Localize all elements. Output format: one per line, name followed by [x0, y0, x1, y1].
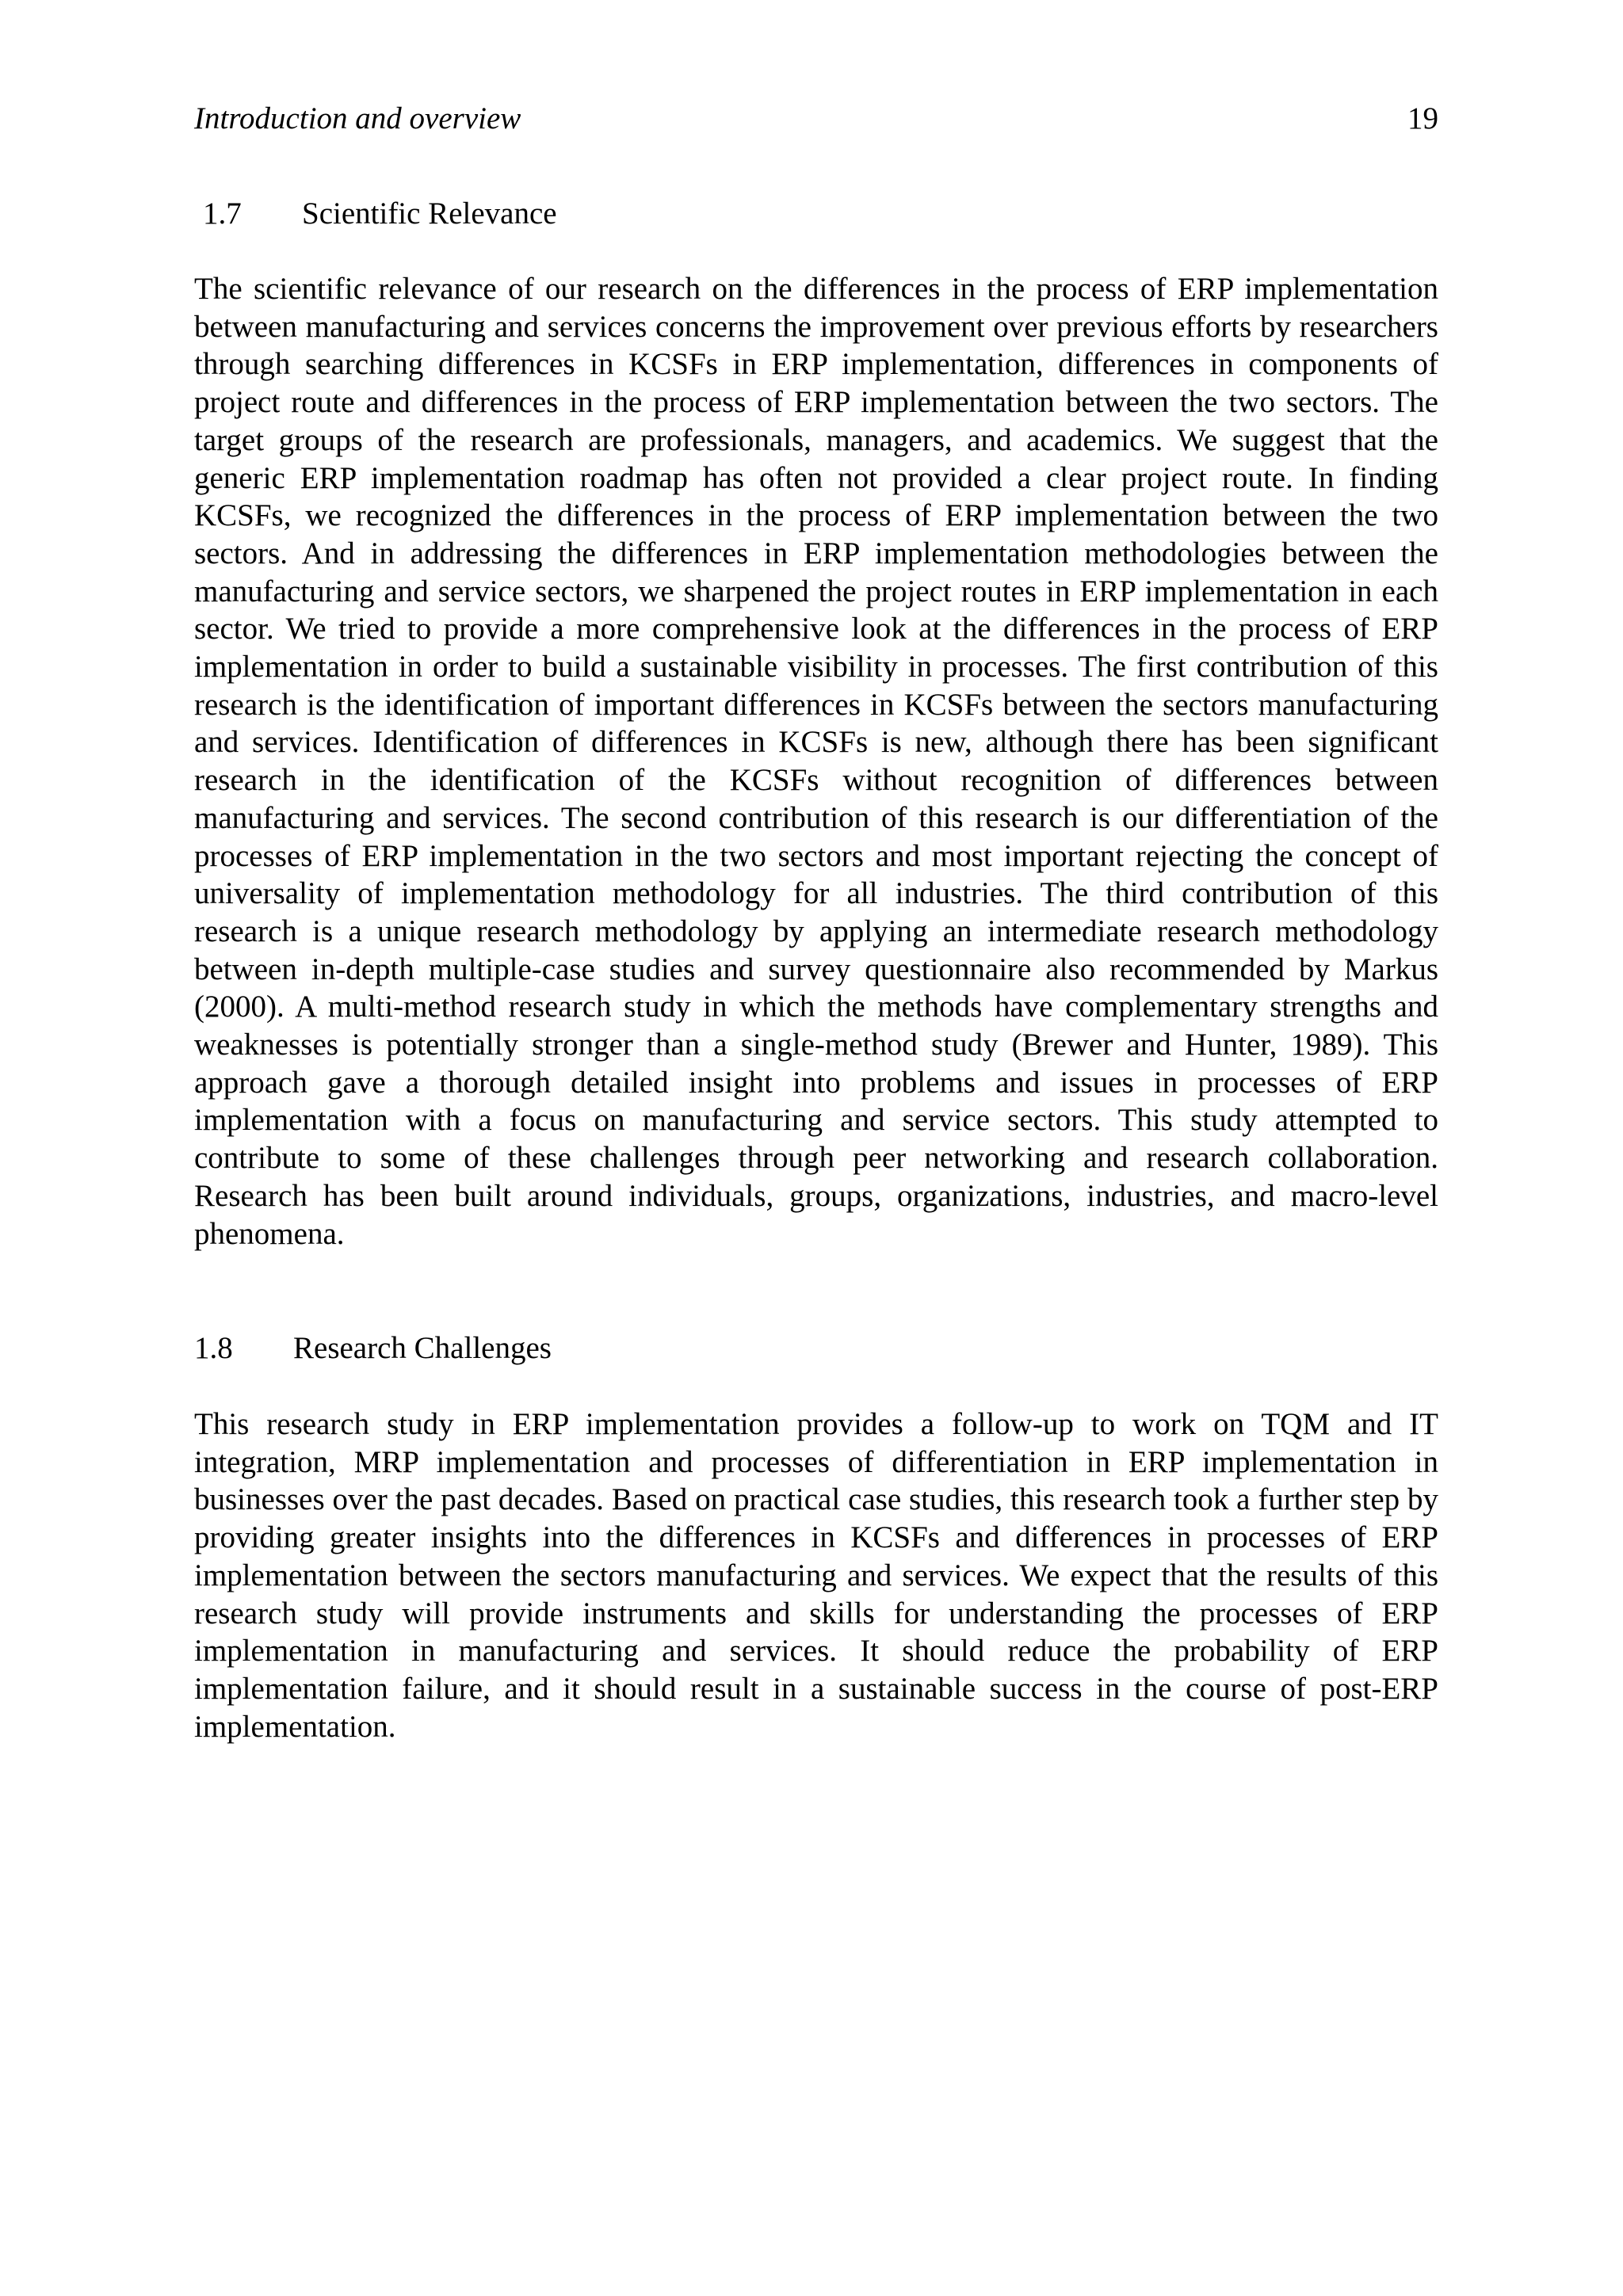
section-title: Scientific Relevance [302, 196, 557, 231]
running-title: Introduction and overview [194, 101, 521, 135]
section-heading-research-challenges [194, 1325, 552, 1372]
running-header [194, 95, 1438, 143]
page-number: 19 [1407, 101, 1438, 135]
section-title: Research Challenges [293, 1331, 552, 1365]
section-heading-scientific-relevance [203, 190, 557, 238]
paragraph-research-challenges: This research study in ERP implementation provides a follow-up to work on TQM and IT integration, MRP implementation and processes of differentiation in ERP implementation in businesses over the past decades. Based on practical case studies, this research took a further step by providing greater insights into the differences in KCSFs and differences in processes of ERP implementation between the sectors manufacturing and services. We expect that the results of this research study will provide instruments and skills for understanding the processes of ERP implementation in manufacturing and services. It should reduce the probability of ERP implementation failure, and it should result in a sustainable success in the course of post-ERP implementation. [194, 1407, 1438, 1744]
paragraph-scientific-relevance: The scientific relevance of our research on the differences in the process of ERP implementation between manufacturing and services concerns the improvement over previous efforts by researchers through searching differences in KCSFs in ERP implementation, differences in components of project route and differences in the process of ERP implementation between the two sectors. The target groups of the research are professionals, managers, and academics. We suggest that the generic ERP implementation roadmap has often not provided a clear project route. In finding KCSFs, we recognized the differences in the process of ERP implementation between the two sectors. And in addressing the differences in ERP implementation methodologies between the manufacturing and service sectors, we sharpened the project routes in ERP implementation in each sector. We tried to provide a more comprehensive look at the differences in the process of ERP implementation in order to build a sustainable visibility in processes. The first contribution of this research is the identification of important differences in KCSFs between the sectors manufacturing and services. Identification of differences in KCSFs is new, although there has been significant research in the identification of the KCSFs without recognition of differences between manufacturing and services. The second contribution of this research is our differentiation of the processes of ERP implementation in the two sectors and most important rejecting the concept of universality of implementation methodology for all industries. The third contribution of this research is a unique research methodology by applying an intermediate research methodology between in-depth multiple-case studies and survey questionnaire also recommended by Markus (2000). A multi-method research study in which the methods have complementary strengths and weaknesses is potentially stronger than a single-method study (Brewer and Hunter, 1989). This approach gave a thorough detailed insight into problems and issues in processes of ERP implementation with a focus on manufacturing and service sectors. This study attempted to contribute to some of these challenges through peer networking and research collaboration. Research has been built around individuals, groups, organizations, industries, and macro-level phenomena. [194, 272, 1438, 1251]
section-number: 1.8 [194, 1331, 233, 1365]
section-number: 1.7 [203, 196, 242, 231]
